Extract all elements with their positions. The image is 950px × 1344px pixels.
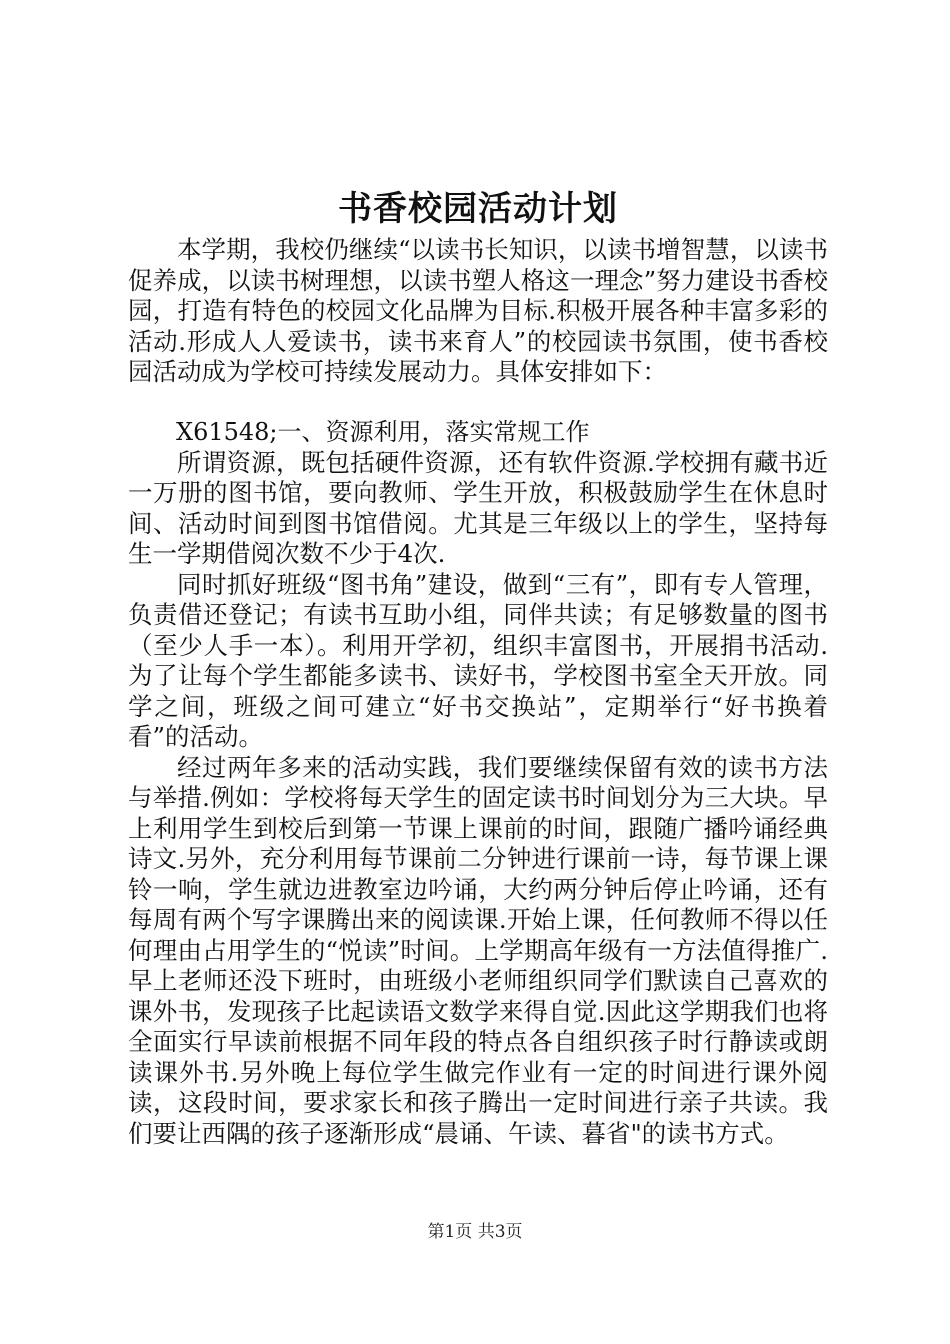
body-paragraph: 所谓资源，既包括硬件资源，还有软件资源.学校拥有藏书近一万册的图书馆，要向教师、学生开放，积极鼓励学生在休息时间、活动时间到图书馆借阅。尤其是三年级以上的学生，坚持每生一学期借阅次数不少于4次. xyxy=(128,447,828,568)
body-paragraph: 同时抓好班级“图书角”建设，做到“三有”，即有专人管理，负责借还登记；有读书互助小组，同伴共读；有足够数量的图书（至少人手一本）。利用开学初，组织丰富图书，开展捐书活动.为了让每个学生都能多读书、读好书，学校图书室全天开放。同学之间，班级之间可建立“好书交换站”，定期举行“好书换着看”的活动。 xyxy=(128,569,828,751)
body-paragraph: 经过两年多来的活动实践，我们要继续保留有效的读书方法与举措.例如：学校将每天学生的固定读书时间划分为三大块。早上利用学生到校后到第一节课上课前的时间，跟随广播吟诵经典诗文.另外，充分利用每节课前二分钟进行课前一诗，每节课上课铃一响，学生就边进教室边吟诵，大约两分钟后停止吟诵，还有每周有两个写字课腾出来的阅读课.开始上课，任何教师不得以任何理由占用学生的“悦读”时间。上学期高年级有一方法值得推广.早上老师还没下班时，由班级小老师组织同学们默读自己喜欢的课外书，发现孩子比起读语文数学来得自觉.因此这学期我们也将全面实行早读前根据不同年段的特点各自组织孩子时行静读或朗读课外书.另外晚上每位学生做完作业有一定的时间进行课外阅读，这段时间，要求家长和孩子腾出一定时间进行亲子共读。我们要让西隅的孩子逐渐形成“晨诵、午读、暮省"的读书方式。 xyxy=(128,752,828,1148)
intro-paragraph: 本学期，我校仍继续“以读书长知识，以读书增智慧，以读书促养成，以读书树理想，以读书塑人格这一理念”努力建设书香校园，打造有特色的校园文化品牌为目标.积极开展各种丰富多彩的活动.形成人人爱读书，读书来育人”的校园读书氛围，使书香校园活动成为学校可持续发展动力。具体安排如下： xyxy=(128,235,828,386)
page-title: 书香校园活动计划 xyxy=(338,189,618,229)
page-footer: 第1页 共3页 xyxy=(427,1222,523,1242)
document-body xyxy=(128,185,828,1149)
section-heading: X61548;一、资源利用，落实常规工作 xyxy=(176,417,590,446)
paragraph-gap xyxy=(128,388,828,417)
